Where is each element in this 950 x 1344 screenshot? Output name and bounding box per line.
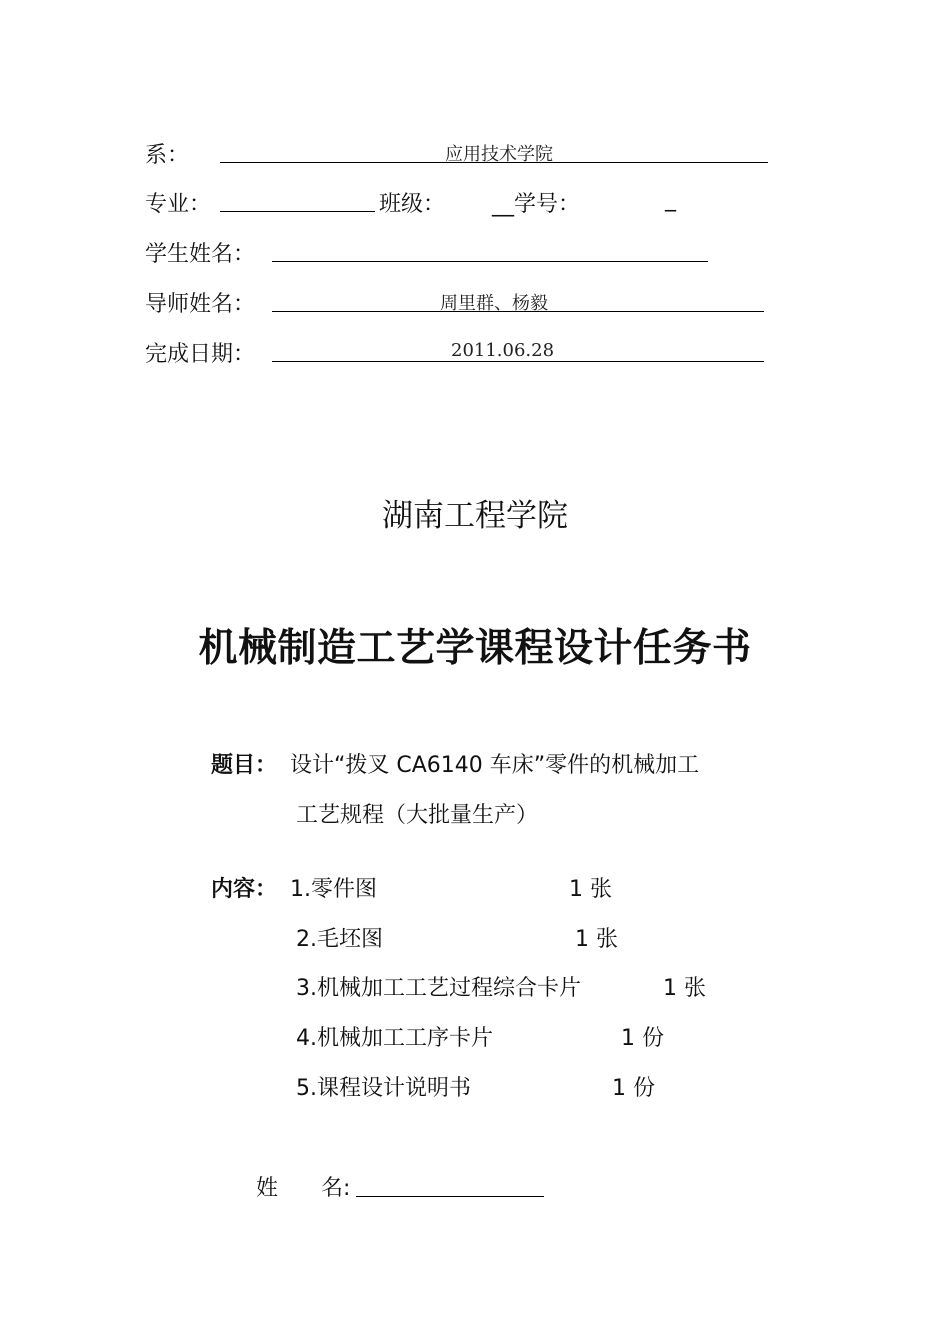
department-value: 应用技术学院 [445,144,553,165]
contents-item-name: 1.零件图 [290,877,377,902]
footer-name-label-1: 姓 [256,1176,279,1201]
contents-label: 内容： [211,877,278,902]
contents-item-qty: 1 张 [663,976,706,1001]
advisor-value: 周里群、杨毅 [440,293,548,314]
footer-name-underline [356,1195,544,1197]
student-name-underline [272,260,708,262]
school-name: 湖南工程学院 [382,498,568,534]
major-label: 专业： [145,192,212,217]
contents-item-name: 4.机械加工工序卡片 [296,1026,493,1051]
completion-date-label: 完成日期： [145,342,256,367]
footer-name-label-2: 名: [321,1176,351,1201]
student-number-value: _ [665,187,676,212]
contents-item-qty: 1 张 [575,927,618,952]
topic-label: 题目： [211,753,278,778]
student-name-label: 学生姓名： [145,242,256,267]
department-label: 系： [145,143,190,168]
major-underline [220,210,375,212]
contents-item-qty: 1 份 [612,1076,655,1101]
contents-item-qty: 1 张 [569,877,612,902]
completion-date-value: 2011.06.28 [451,340,555,361]
advisor-label: 导师姓名： [145,292,256,317]
contents-item-name: 3.机械加工工艺过程综合卡片 [296,976,581,1001]
topic-line-2: 工艺规程（大批量生产） [296,803,539,828]
contents-item-name: 2.毛坯图 [296,927,383,952]
class-label: 班级： [379,192,446,217]
contents-item-qty: 1 份 [621,1026,664,1051]
main-title: 机械制造工艺学课程设计任务书 [198,626,752,671]
student-number-label: __学号： [492,192,581,217]
contents-item-name: 5.课程设计说明书 [296,1076,471,1101]
topic-line-1: 设计“拨叉 CA6140 车床”零件的机械加工 [290,753,700,778]
